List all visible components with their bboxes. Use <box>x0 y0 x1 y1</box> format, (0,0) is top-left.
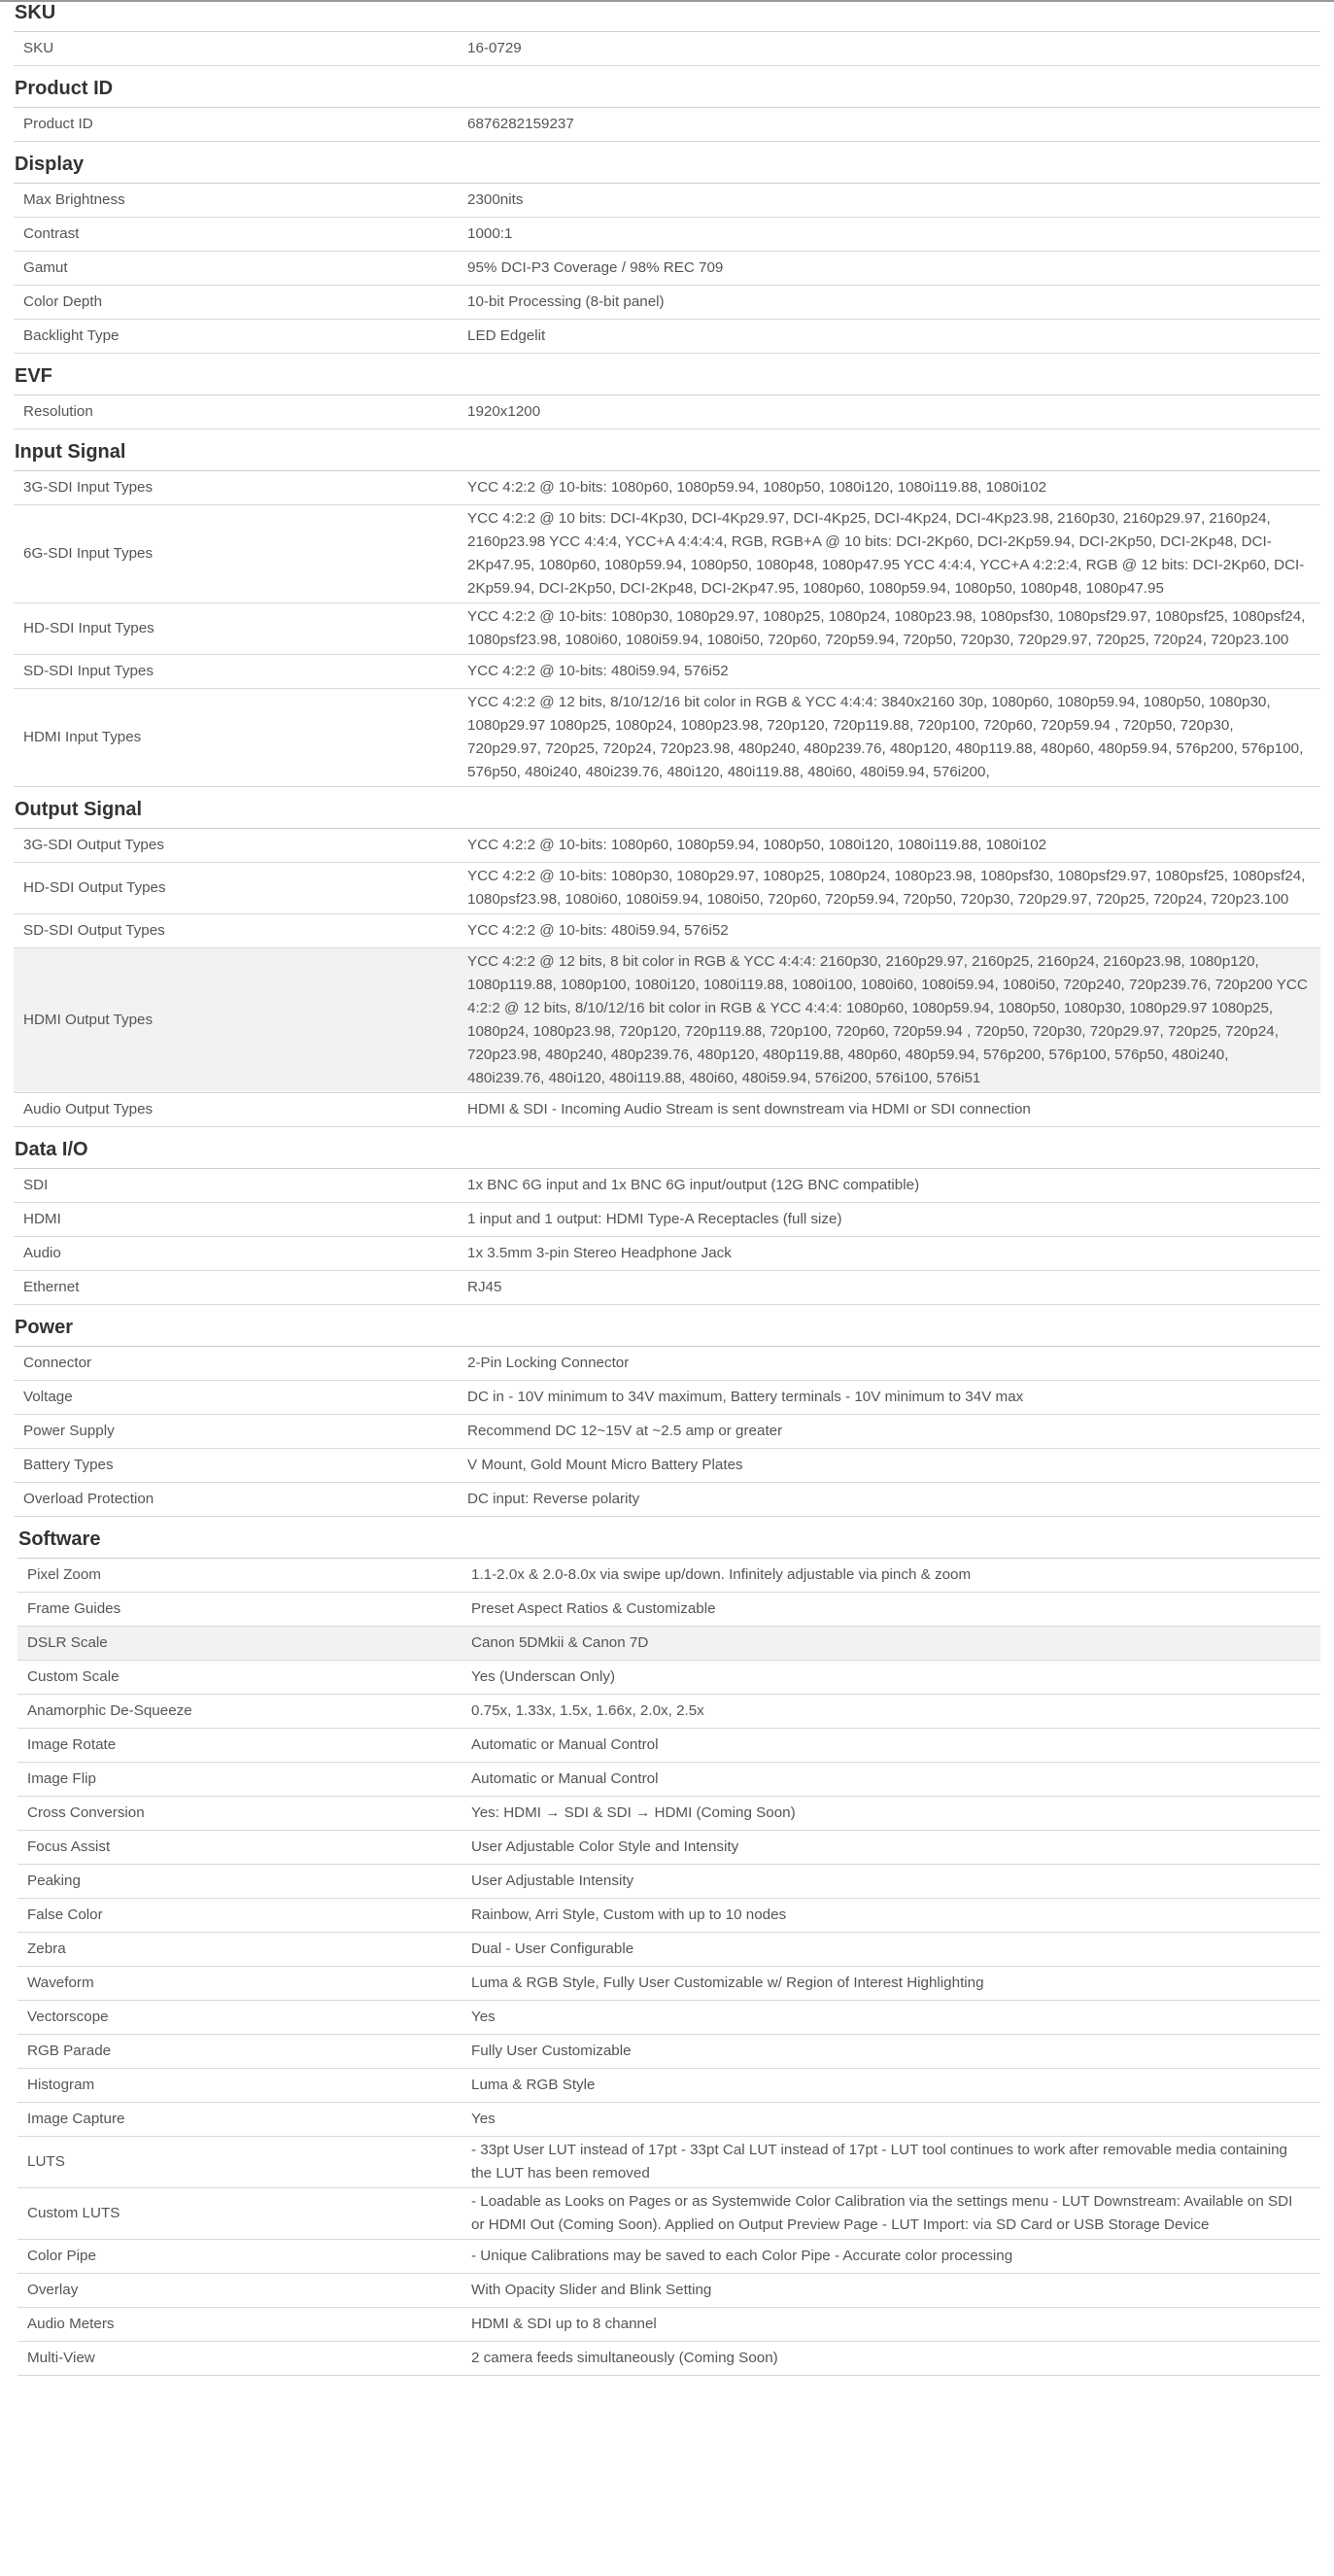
section-title: EVF <box>15 365 52 387</box>
spec-row <box>14 863 1320 914</box>
spec-row <box>14 1347 1320 1381</box>
spec-row <box>14 1203 1320 1237</box>
spec-label: HD-SDI Input Types <box>23 620 154 636</box>
spec-label: LUTS <box>27 2153 65 2170</box>
spec-value: Automatic or Manual Control <box>471 1736 659 1753</box>
spec-label: Image Capture <box>27 2111 125 2127</box>
spec-label: Custom LUTS <box>27 2205 120 2221</box>
spec-value: YCC 4:2:2 @ 12 bits, 8/10/12/16 bit color in RGB & YCC 4:4:4: 3840x2160 30p, 1080p60, 1080p59.94, 1080p50, 1080p30, 1080p29.97 1080p25, 1080p24, 1080p23.98, 720p120, 720p119.88, 720p100, 720p60, 720p59.94 , 720p50, 720p30, 720p29.97, 720p25, 720p24, 720p23.98, 480p240, 480p239.76, 480p120, 480p119.88, 480p60, 480p59.94, 576p200, 576p100, 576p50, 480i240, 480i239.76, 480i120, 480i119.88, 480i60, 480i59.94, 576i200, <box>467 694 1304 780</box>
spec-row <box>17 2308 1320 2342</box>
spec-row <box>14 286 1320 320</box>
spec-label: HD-SDI Output Types <box>23 879 166 896</box>
spec-row <box>17 1763 1320 1797</box>
section-title: Output Signal <box>15 799 143 820</box>
spec-value: User Adjustable Intensity <box>471 1872 634 1889</box>
spec-value: Automatic or Manual Control <box>471 1770 659 1787</box>
spec-row <box>17 1797 1320 1831</box>
spec-row <box>14 32 1320 66</box>
spec-row <box>17 1865 1320 1899</box>
spec-table <box>14 828 1320 1127</box>
spec-row <box>14 829 1320 863</box>
spec-label: Focus Assist <box>27 1838 111 1855</box>
spec-label: HDMI Output Types <box>23 1012 154 1028</box>
spec-value: DC in - 10V minimum to 34V maximum, Battery terminals - 10V minimum to 34V max <box>467 1389 1024 1405</box>
spec-table <box>14 31 1320 66</box>
spec-row <box>17 2001 1320 2035</box>
spec-value: YCC 4:2:2 @ 10-bits: 480i59.94, 576i52 <box>467 663 729 679</box>
spec-label: Vectorscope <box>27 2009 109 2025</box>
spec-table <box>14 470 1320 787</box>
spec-row <box>14 471 1320 505</box>
spec-value: - 33pt User LUT instead of 17pt - 33pt Cal LUT instead of 17pt - LUT tool continues to work after removable media containing the LUT has been removed <box>471 2142 1287 2181</box>
spec-row <box>17 2069 1320 2103</box>
spec-value: YCC 4:2:2 @ 12 bits, 8 bit color in RGB & YCC 4:4:4: 2160p30, 2160p29.97, 2160p25, 2160p24, 2160p23.98, 1080p120, 1080p119.88, 1080p100, 1080i120, 1080i119.88, 1080i100, 1080i60, 1080i59.94, 1080i50, 720p240, 720p239.76, 720p200 YCC 4:2:2 @ 12 bits, 8/10/12/16 bit color in RGB & YCC 4:4:4: 1080p60, 1080p59.94, 1080p50, 1080p30, 1080p29.97 1080p25, 1080p24, 1080p23.98, 720p120, 720p119.88, 720p100, 720p60, 720p59.94 , 720p50, 720p30, 720p29.97, 720p25, 720p24, 720p23.98, 480p240, 480p239.76, 480p120, 480p119.88, 480p60, 480p59.94, 576p200, 576p100, 576p50, 480i240, 480i239.76, 480i120, 480i119.88, 480i60, 480i59.94, 576i200, 576i100, 576i51 <box>467 953 1308 1086</box>
spec-value: 1 input and 1 output: HDMI Type-A Receptacles (full size) <box>467 1211 842 1227</box>
spec-table <box>14 107 1320 142</box>
spec-label: Cross Conversion <box>27 1804 145 1821</box>
spec-label: Image Flip <box>27 1770 96 1787</box>
spec-value: 16-0729 <box>467 40 522 56</box>
spec-label: 3G-SDI Output Types <box>23 837 164 853</box>
spec-label: Product ID <box>23 116 93 132</box>
spec-row <box>14 320 1320 354</box>
spec-value: With Opacity Slider and Blink Setting <box>471 2282 712 2298</box>
section-title: Software <box>18 1528 101 1550</box>
section-title: Power <box>15 1317 74 1338</box>
spec-value: Canon 5DMkii & Canon 7D <box>471 1634 649 1651</box>
spec-value: Fully User Customizable <box>471 2043 632 2059</box>
spec-label: SD-SDI Output Types <box>23 922 165 939</box>
spec-row <box>17 1661 1320 1695</box>
spec-label: HDMI Input Types <box>23 729 142 745</box>
spec-row <box>17 2342 1320 2376</box>
spec-row <box>14 1169 1320 1203</box>
spec-row <box>17 2188 1320 2240</box>
spec-label: Audio <box>23 1245 61 1261</box>
spec-value: YCC 4:2:2 @ 10-bits: 1080p60, 1080p59.94, 1080p50, 1080i120, 1080i119.88, 1080i102 <box>467 837 1047 853</box>
spec-row <box>14 948 1320 1093</box>
spec-value: YCC 4:2:2 @ 10-bits: 1080p60, 1080p59.94, 1080p50, 1080i120, 1080i119.88, 1080i102 <box>467 479 1047 496</box>
spec-row <box>17 2240 1320 2274</box>
spec-section <box>0 1127 1334 1305</box>
spec-sections <box>0 2 1334 2376</box>
spec-section <box>0 2 1334 66</box>
spec-value: 0.75x, 1.33x, 1.5x, 1.66x, 2.0x, 2.5x <box>471 1702 704 1719</box>
spec-label: Multi-View <box>27 2350 95 2366</box>
spec-row <box>14 1381 1320 1415</box>
spec-row <box>17 1627 1320 1661</box>
spec-label: False Color <box>27 1906 103 1923</box>
spec-row <box>14 1449 1320 1483</box>
spec-row <box>14 655 1320 689</box>
spec-value: Yes <box>471 2009 496 2025</box>
section-title: Input Signal <box>15 441 126 463</box>
spec-value: 2300nits <box>467 191 524 208</box>
spec-label: Backlight Type <box>23 327 120 344</box>
spec-row <box>14 505 1320 603</box>
spec-section <box>0 142 1334 354</box>
spec-label: Battery Types <box>23 1457 114 1473</box>
spec-value: HDMI & SDI - Incoming Audio Stream is sent downstream via HDMI or SDI connection <box>467 1101 1031 1117</box>
spec-label: 3G-SDI Input Types <box>23 479 154 496</box>
spec-table <box>14 1168 1320 1305</box>
spec-row <box>14 1415 1320 1449</box>
spec-row <box>17 2137 1320 2188</box>
spec-row <box>14 252 1320 286</box>
spec-label: Overlay <box>27 2282 79 2298</box>
spec-section <box>0 1305 1334 1517</box>
spec-value: Rainbow, Arri Style, Custom with up to 10 nodes <box>471 1906 787 1923</box>
spec-section <box>0 66 1334 142</box>
spec-label: SKU <box>23 40 54 56</box>
spec-label: SDI <box>23 1177 49 1193</box>
spec-value: RJ45 <box>467 1279 502 1295</box>
spec-label: Histogram <box>27 2077 95 2093</box>
spec-table <box>17 1558 1320 2376</box>
spec-row <box>17 1729 1320 1763</box>
spec-label: Audio Meters <box>27 2316 115 2332</box>
spec-label: RGB Parade <box>27 2043 112 2059</box>
spec-value: Yes <box>471 2111 496 2127</box>
spec-value: Luma & RGB Style, Fully User Customizable w/ Region of Interest Highlighting <box>471 1975 984 1991</box>
spec-value: 95% DCI-P3 Coverage / 98% REC 709 <box>467 259 724 276</box>
spec-label: Connector <box>23 1355 92 1371</box>
spec-section <box>0 1517 1334 2376</box>
spec-value: 1.1-2.0x & 2.0-8.0x via swipe up/down. Infinitely adjustable via pinch & zoom <box>471 1566 972 1583</box>
spec-label: Power Supply <box>23 1423 115 1439</box>
spec-row <box>17 1967 1320 2001</box>
spec-label: Peaking <box>27 1872 81 1889</box>
spec-section <box>0 354 1334 429</box>
spec-row <box>14 1093 1320 1127</box>
spec-value: V Mount, Gold Mount Micro Battery Plates <box>467 1457 743 1473</box>
spec-row <box>14 218 1320 252</box>
section-title: SKU <box>15 2 56 23</box>
spec-value: Recommend DC 12~15V at ~2.5 amp or greater <box>467 1423 783 1439</box>
spec-row <box>14 689 1320 787</box>
spec-section <box>0 787 1334 1127</box>
spec-value: - Loadable as Looks on Pages or as Systemwide Color Calibration via the settings menu - LUT Downstream: Available on SDI or HDMI Out (Coming Soon). Applied on Output Preview Page - LUT Import: via SD Card or USB Storage Device <box>471 2193 1293 2233</box>
spec-label: Max Brightness <box>23 191 125 208</box>
spec-label: Frame Guides <box>27 1600 121 1617</box>
spec-value: Luma & RGB Style <box>471 2077 596 2093</box>
spec-table <box>14 395 1320 429</box>
spec-row <box>17 2103 1320 2137</box>
spec-value: YCC 4:2:2 @ 10-bits: 480i59.94, 576i52 <box>467 922 729 939</box>
spec-label: Pixel Zoom <box>27 1566 101 1583</box>
spec-label: SD-SDI Input Types <box>23 663 154 679</box>
spec-value: 2-Pin Locking Connector <box>467 1355 630 1371</box>
spec-value: Dual - User Configurable <box>471 1941 634 1957</box>
spec-label: HDMI <box>23 1211 61 1227</box>
spec-row <box>17 1593 1320 1627</box>
spec-label: Anamorphic De-Squeeze <box>27 1702 192 1719</box>
spec-row <box>14 1483 1320 1517</box>
spec-value: User Adjustable Color Style and Intensity <box>471 1838 739 1855</box>
spec-row <box>17 1559 1320 1593</box>
spec-row <box>17 1695 1320 1729</box>
spec-table <box>14 1346 1320 1517</box>
spec-value: 2 camera feeds simultaneously (Coming Soon) <box>471 2350 778 2366</box>
spec-value: 6876282159237 <box>467 116 574 132</box>
spec-row <box>17 1933 1320 1967</box>
spec-value: 1x BNC 6G input and 1x BNC 6G input/output (12G BNC compatible) <box>467 1177 920 1193</box>
spec-label: Resolution <box>23 403 93 420</box>
spec-label: 6G-SDI Input Types <box>23 545 154 562</box>
spec-row <box>17 2274 1320 2308</box>
spec-value: 1920x1200 <box>467 403 541 420</box>
section-title: Display <box>15 154 85 175</box>
spec-label: Audio Output Types <box>23 1101 154 1117</box>
spec-label: Contrast <box>23 225 80 242</box>
spec-value: - Unique Calibrations may be saved to each Color Pipe - Accurate color processing <box>471 2248 1013 2264</box>
spec-row <box>14 914 1320 948</box>
section-title: Data I/O <box>15 1139 88 1160</box>
spec-value: DC input: Reverse polarity <box>467 1491 640 1507</box>
spec-value: YCC 4:2:2 @ 10-bits: 1080p30, 1080p29.97, 1080p25, 1080p24, 1080p23.98, 1080psf30, 1080psf29.97, 1080psf25, 1080psf24, 1080psf23.98, 1080i60, 1080i59.94, 1080i50, 720p60, 720p59.94, 720p50, 720p30, 720p29.97, 720p25, 720p24, 720p23.100 <box>467 868 1306 908</box>
spec-value: Preset Aspect Ratios & Customizable <box>471 1600 716 1617</box>
spec-label: Color Pipe <box>27 2248 96 2264</box>
spec-value: 1x 3.5mm 3-pin Stereo Headphone Jack <box>467 1245 732 1261</box>
spec-value: Yes: HDMI → SDI & SDI → HDMI (Coming Soon) <box>471 1804 796 1821</box>
spec-label: DSLR Scale <box>27 1634 108 1651</box>
spec-label: Voltage <box>23 1389 73 1405</box>
spec-value: YCC 4:2:2 @ 10-bits: 1080p30, 1080p29.97, 1080p25, 1080p24, 1080p23.98, 1080psf30, 1080psf29.97, 1080psf25, 1080psf24, 1080psf23.98, 1080i60, 1080i59.94, 1080i50, 720p60, 720p59.94, 720p50, 720p30, 720p29.97, 720p25, 720p24, 720p23.100 <box>467 608 1306 648</box>
spec-row <box>14 1237 1320 1271</box>
spec-row <box>14 395 1320 429</box>
spec-row <box>14 603 1320 655</box>
spec-label: Gamut <box>23 259 68 276</box>
spec-label: Color Depth <box>23 293 103 310</box>
spec-table <box>14 183 1320 354</box>
spec-label: Zebra <box>27 1941 66 1957</box>
spec-label: Custom Scale <box>27 1668 120 1685</box>
spec-value: LED Edgelit <box>467 327 546 344</box>
spec-value: 10-bit Processing (8-bit panel) <box>467 293 665 310</box>
spec-row <box>17 2035 1320 2069</box>
spec-label: Image Rotate <box>27 1736 117 1753</box>
spec-section <box>0 429 1334 787</box>
spec-label: Overload Protection <box>23 1491 154 1507</box>
spec-value: Yes (Underscan Only) <box>471 1668 616 1685</box>
spec-label: Waveform <box>27 1975 94 1991</box>
spec-value: HDMI & SDI up to 8 channel <box>471 2316 657 2332</box>
spec-row <box>14 108 1320 142</box>
spec-row <box>14 184 1320 218</box>
spec-value: YCC 4:2:2 @ 10 bits: DCI-4Kp30, DCI-4Kp29.97, DCI-4Kp25, DCI-4Kp24, DCI-4Kp23.98, 2160p30, 2160p29.97, 2160p24, 2160p23.98 YCC 4:4:4, YCC+A 4:4:4:4, RGB, RGB+A @ 10 bits: DCI-2Kp60, DCI-2Kp59.94, DCI-2Kp50, DCI-2Kp48, DCI-2Kp47.95, 1080p60, 1080p59.94, 1080p50, 1080p48, 1080p47.95 YCC 4:4:4, YCC+A 4:2:2:4, RGB @ 12 bits: DCI-2Kp60, DCI-2Kp59.94, DCI-2Kp50, DCI-2Kp48, DCI-2Kp47.95, 1080p60, 1080p59.94, 1080p50, 1080p48, 1080p47.95 <box>467 510 1305 597</box>
section-title: Product ID <box>15 78 114 99</box>
spec-row <box>17 1831 1320 1865</box>
spec-row <box>14 1271 1320 1305</box>
spec-label: Ethernet <box>23 1279 80 1295</box>
spec-row <box>17 1899 1320 1933</box>
spec-value: 1000:1 <box>467 225 513 242</box>
